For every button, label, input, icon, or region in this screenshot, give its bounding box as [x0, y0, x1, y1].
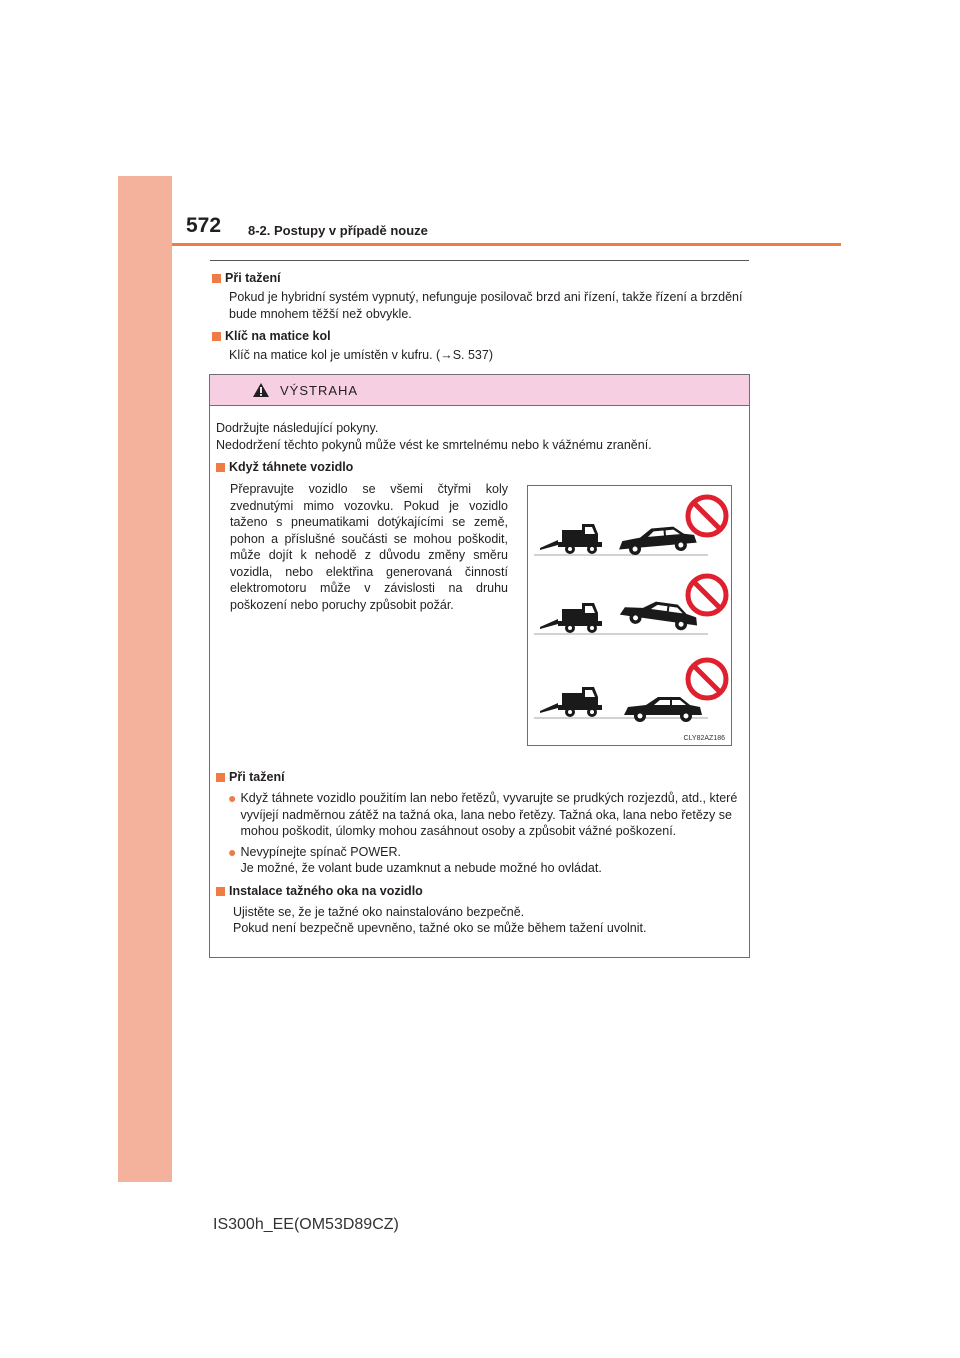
square-bullet-icon [216, 887, 225, 896]
tow-eye-body: Ujistěte se, že je tažné oko nainstalováno bezpečně. Pokud není bezpečně upevněno, tažné oko se může během tažení uvolnit. [233, 904, 647, 935]
square-bullet-icon [216, 463, 225, 472]
section-body: Klíč na matice kol je umístěn v kufru. (→S. 537) [229, 348, 493, 362]
section-divider [210, 260, 749, 261]
square-bullet-icon [212, 332, 221, 341]
side-band [118, 176, 172, 1182]
bullet-item: ● Nevypínejte spínač POWER. Je možné, že volant bude uzamknut a nebude možné ho ovládat. [228, 843, 602, 875]
tow-text: Přepravujte vozidlo se všemi čtyřmi koly zvednutými mimo vozovku. Pokud je vozidlo taženo s pneumatikami dotýkajícími se země, pohon a příslušné součásti se mohou poškodit, může dojít k nehodě z důvodu změny směru vozidla, nebo elektřina generovaná činností elektromotoru může v závislosti na druhu poškození nebo poruchy způsobit požár. [230, 482, 508, 612]
warning-body [210, 420, 749, 476]
tow-heading: Když táhnete vozidlo [216, 459, 743, 476]
warning-triangle-icon [252, 382, 270, 398]
square-bullet-icon [212, 274, 221, 283]
round-bullet-icon: ● [228, 843, 237, 860]
towing-illustration [527, 485, 732, 746]
round-bullet-icon: ● [228, 790, 237, 806]
square-bullet-icon [216, 773, 225, 782]
chapter-title: 8-2. Postupy v případě nouze [248, 223, 428, 238]
page-number: 572 [186, 214, 222, 237]
warning-intro: Dodržujte následující pokyny. Nedodržení těchto pokynů může vést ke smrtelnému nebo k vážnému zranění. [216, 421, 652, 452]
towing-diagram [528, 486, 731, 745]
content-sections [212, 270, 748, 370]
tow-eye-heading: Instalace tažného oka na vozidlo [216, 883, 742, 900]
warning-header [210, 375, 749, 406]
warning-lower [216, 763, 742, 937]
figure-code: CLY82AZ186 [683, 735, 725, 742]
section-heading: Při tažení [212, 270, 748, 287]
warning-box [209, 374, 750, 958]
header-rule [172, 243, 841, 246]
section-heading: Klíč na matice kol [212, 328, 748, 345]
warning-title: VÝSTRAHA [280, 382, 359, 398]
document-code: IS300h_EE(OM53D89CZ) [213, 1216, 399, 1233]
section-body: Pokud je hybridní systém vypnutý, nefunguje posilovač brzd ani řízení, takže řízení a brzdění bude mnohem těžší než obvykle. [229, 290, 743, 321]
towing-heading: Při tažení [216, 769, 742, 786]
bullet-item: ● Když táhnete vozidlo použitím lan nebo řetězů, vyvarujte se prudkých rozjezdů, atd., které vyvíjejí nadměrnou zátěž na tažná oka, lana nebo řetězy. Tažná oka, lana nebo řetězy se mohou poškodit, úlomky mohou zasáhnout osoby a způsobit vážné poškození. [228, 790, 738, 838]
